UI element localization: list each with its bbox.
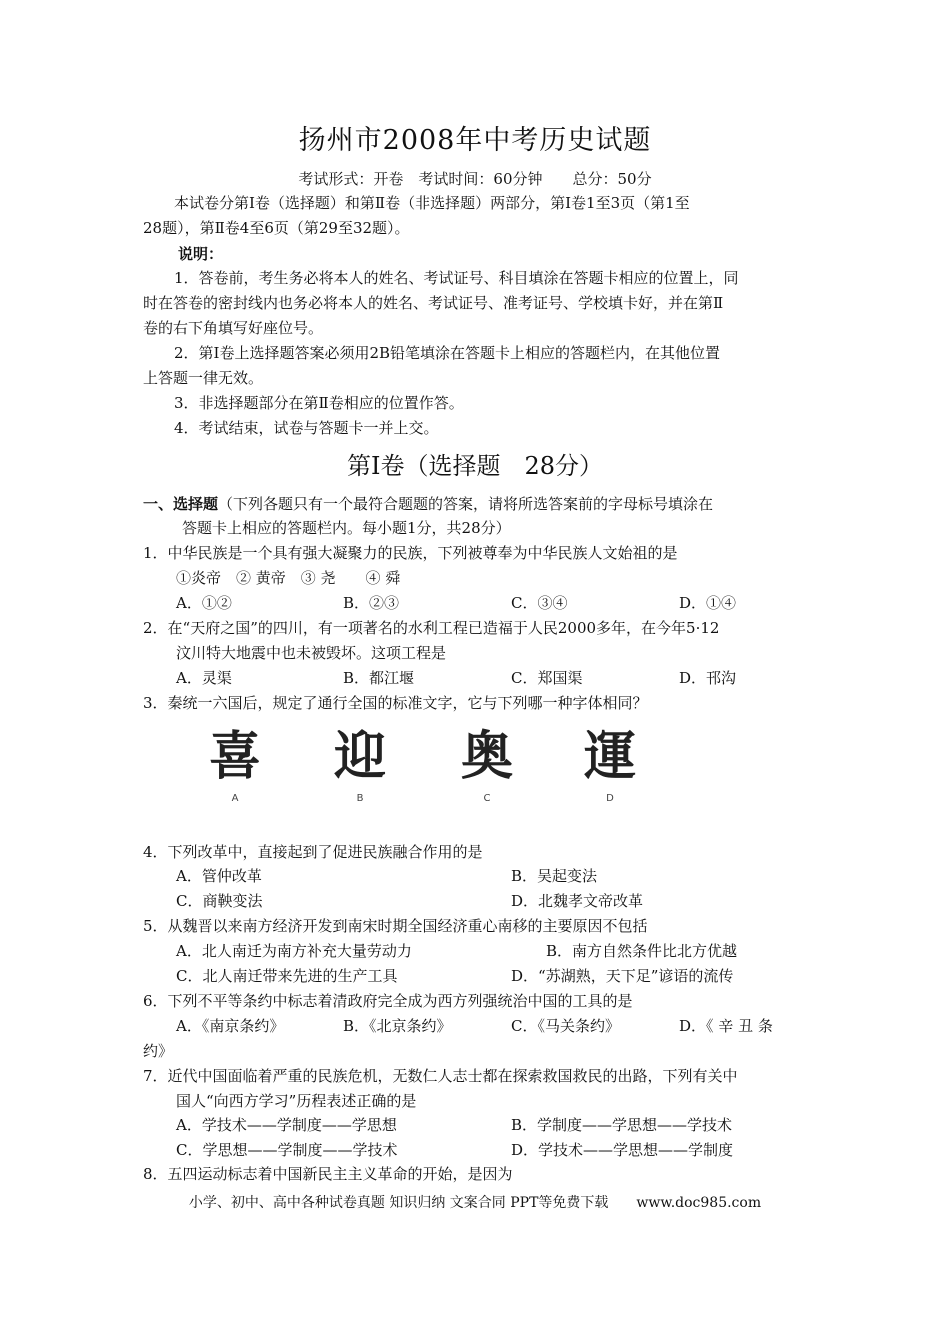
notes-heading: 说明： — [178, 245, 224, 263]
glyph-label: B — [356, 793, 364, 804]
glyph-char: 運 — [583, 726, 636, 787]
question-stem: 4．下列改革中，直接起到了促进民族融合作用的是 — [143, 843, 483, 861]
question-stem: 1．中华民族是一个具有强大凝聚力的民族，下列被尊奉为中华民族人文始祖的是 — [143, 544, 678, 562]
note-line: 上答题一律无效。 — [143, 369, 264, 387]
intro-line: 本试卷分第Ⅰ卷（选择题）和第Ⅱ卷（非选择题）两部分，第Ⅰ卷1至3页（第1至 — [174, 194, 690, 212]
option-d: D．《 辛 丑 条 — [679, 1017, 773, 1035]
page-title: 扬州市2008年中考历史试题 — [298, 125, 652, 156]
part-label: 一、选择题 — [143, 495, 219, 513]
glyph-char: 迎 — [333, 726, 386, 787]
option-a: A．《南京条约》 — [176, 1017, 285, 1035]
option-d: D．“苏湖熟，天下足”谚语的流传 — [511, 967, 734, 985]
option-a: A．灵渠 — [176, 669, 232, 687]
question-stem: 8．五四运动标志着中国新民主主义革命的开始，是因为 — [143, 1165, 513, 1183]
exam-meta: 考试形式：开卷 考试时间：60分钟 总分：50分 — [298, 170, 652, 188]
question-stem: 3．秦统一六国后，规定了通行全国的标准文字，它与下列哪一种字体相同？ — [143, 694, 648, 712]
glyph-a — [180, 722, 290, 806]
question-stem: 汶川特大地震中也未被毁坏。这项工程是 — [176, 644, 447, 662]
glyph-label: C — [483, 793, 491, 804]
option-d: D．邗沟 — [679, 669, 737, 687]
option-d-wrap: 约》 — [143, 1042, 174, 1060]
glyph-d — [555, 722, 665, 806]
option-a: A．①② — [176, 594, 232, 612]
part-header — [143, 494, 713, 514]
option-b: B．南方自然条件比北方优越 — [546, 942, 738, 960]
note-line: 卷的右下角填写好座位号。 — [143, 319, 324, 337]
option-b: B．②③ — [343, 594, 400, 612]
question-stem: 2．在“天府之国”的四川，有一项著名的水利工程已造福于人民2000多年，在今年5·12 — [143, 619, 720, 637]
option-a: A．学技术——学制度——学思想 — [176, 1116, 397, 1134]
glyph-c — [432, 722, 542, 806]
note-line: 2．第Ⅰ卷上选择题答案必须用2B铅笔填涂在答题卡上相应的答题栏内，在其他位置 — [174, 344, 721, 362]
question-stem: 7．近代中国面临着严重的民族危机，无数仁人志士都在探索救国救民的出路，下列有关中 — [143, 1067, 738, 1085]
section-title: 第Ⅰ卷（选择题 28分） — [346, 452, 604, 480]
option-d: D．北魏孝文帝改革 — [511, 892, 644, 910]
question-stem: 5．从魏晋以来南方经济开发到南宋时期全国经济重心南移的主要原因不包括 — [143, 917, 648, 935]
glyph-label: D — [606, 793, 614, 804]
glyph-b — [305, 722, 415, 806]
option-c: C．商鞅变法 — [176, 892, 263, 910]
option-c: C．《马关条约》 — [511, 1017, 620, 1035]
option-d: D．①④ — [679, 594, 737, 612]
option-c: C．郑国渠 — [511, 669, 583, 687]
option-a: A．管仲改革 — [176, 867, 262, 885]
part-desc: （下列各题只有一个最符合题题的答案，请将所选答案前的字母标号填涂在 — [218, 495, 714, 513]
calligraphy-figure — [200, 722, 660, 814]
option-c: C．学思想——学制度——学技术 — [176, 1141, 398, 1159]
glyph-char: 喜 — [208, 726, 261, 787]
option-c: C．北人南迁带来先进的生产工具 — [176, 967, 398, 985]
question-items: ①炎帝 ② 黄帝 ③ 尧 ④ 舜 — [176, 569, 401, 587]
option-b: B．都江堰 — [343, 669, 415, 687]
option-d: D．学技术——学思想——学制度 — [511, 1141, 734, 1159]
question-stem: 国人“向西方学习”历程表述正确的是 — [176, 1092, 417, 1110]
question-stem: 6．下列不平等条约中标志着清政府完全成为西方列强统治中国的工具的是 — [143, 992, 633, 1010]
option-b: B．学制度——学思想——学技术 — [511, 1116, 733, 1134]
option-b: B．吴起变法 — [511, 867, 598, 885]
note-line: 3．非选择题部分在第Ⅱ卷相应的位置作答。 — [174, 394, 464, 412]
option-a: A．北人南迁为南方补充大量劳动力 — [176, 942, 412, 960]
option-c: C．③④ — [511, 594, 568, 612]
note-line: 时在答卷的密封线内也务必将本人的姓名、考试证号、准考证号、学校填卡好，并在第Ⅱ — [143, 294, 724, 312]
page-footer: 小学、初中、高中各种试卷真题 知识归纳 文案合同 PPT等免费下载 www.doc985.com — [188, 1195, 762, 1211]
note-line: 1．答卷前，考生务必将本人的姓名、考试证号、科目填涂在答题卡相应的位置上，同 — [174, 269, 739, 287]
intro-line: 28题），第Ⅱ卷4至6页（第29至32题）。 — [143, 219, 410, 237]
part-desc-line: 答题卡上相应的答题栏内。每小题1分，共28分） — [182, 519, 511, 537]
glyph-label: A — [231, 793, 239, 804]
note-line: 4．考试结束，试卷与答题卡一并上交。 — [174, 419, 439, 437]
glyph-char: 奥 — [460, 726, 513, 787]
option-b: B．《北京条约》 — [343, 1017, 452, 1035]
